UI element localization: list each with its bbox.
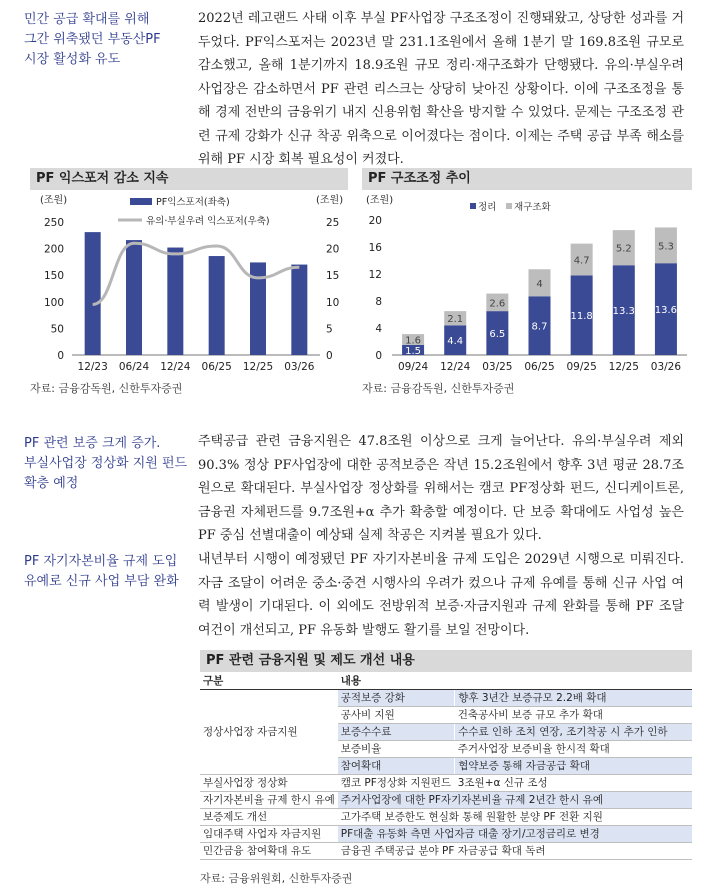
bar [167,248,183,355]
row-content: PF대출 유동화 측면 사업자금 대출 장기/고정금리로 변경 [338,825,692,842]
section3-body: 내년부터 시행이 예정됐던 PF 자기자본비율 규제 도입은 2029년 시행으로 미뤄진다. 자금 조달이 어려운 중소·중견 시행사의 우려가 컸으나 규제 유예를 통해 신규 사업 여력 발생이 기대된다. 이 외에도 전방위적 보증·자금지원과 규제 완화를 통해 PF 조달 여건이 개선되고, PF 유동화 발행도 활기를 보일 전망이다. [198,552,685,638]
bar [291,265,307,355]
data-label-정리: 4.4 [447,336,464,348]
row-category: 보증제도 개선 [200,808,338,825]
x-tick-label: 06/24 [118,361,150,373]
legend-bar-swatch [130,198,152,205]
row-desc: 수수료 인하 조치 연장, 조기착공 시 추가 인하 [455,723,692,740]
x-tick-label: 09/24 [397,361,429,373]
x-tick-label: 12/25 [608,361,639,373]
section1-body: 2022년 레고랜드 사태 이후 부실 PF사업장 구조조정이 진행돼왔고, 상당한 성과를 거두었다. PF익스포저는 2023년 말 231.1조원에서 올해 1분기 말 169.8조원 규모로 감소했고, 올해 1분기까지 18.9조원 규모 정리·재구조화가 단행됐다. 유의·부실우려 사업장은 감소하면서 PF 관련 리스크는 상당히 낮아진 상황이다. 이에 구조조정을 통해 경제 전반의 금융위기 내지 신용위험 확산을 방지할 수 있었다. 문제는 구조조정 관련 규제 강화가 신규 착공 위축으로 이어졌다는 점이다. 이제는 주택 공급 부족 해소를 위해 PF 시장 회복 필요성이 커졌다. [198,11,684,167]
section2-side-heading: PF 관련 보증 크게 증가. 부실사업장 정상화 지원 펀드 확충 예정 [24,436,188,491]
y-tick-label: 12 [368,269,382,281]
row-item: 공사비 지원 [338,706,455,723]
series-line [93,243,300,304]
y-left-tick-label: 250 [43,217,64,229]
data-label-정리: 8.7 [531,321,548,333]
table-header: PF 관련 금융지원 및 제도 개선 내용 [200,650,692,672]
col-header-content: 내용 [338,673,692,689]
y-left-tick-label: 0 [57,350,64,362]
y-tick-label: 16 [368,242,382,254]
data-label-정리: 11.8 [570,311,593,323]
row-desc: 향후 3년간 보증규모 2.2배 확대 [455,689,692,706]
x-tick-label: 09/25 [566,361,597,373]
y-right-tick-label: 5 [326,323,333,336]
y-tick-label: 0 [375,350,382,362]
y-right-tick-label: 20 [326,243,340,256]
y-right-tick-label: 0 [326,350,333,362]
y-right-tick-label: 10 [326,296,340,309]
data-label-정리: 1.5 [405,345,422,357]
group-label: 정상사업장 자금지원 [200,689,338,774]
table-header-row [200,673,692,689]
row-item: 캠코 PF정상화 지원펀드 [338,774,455,791]
row-category: 임대주택 사업자 자금지원 [200,825,338,842]
row-content: 고가주택 보증한도 현실화 통해 원활한 분양 PF 전환 지원 [338,808,692,825]
bar [209,256,225,355]
data-label-재구조화: 2.1 [447,314,464,326]
x-tick-label: 12/25 [242,361,274,373]
x-tick-label: 03/25 [482,361,513,373]
row-desc: 건축공사비 보증 규모 추가 확대 [455,706,692,723]
table-row [200,842,692,859]
y-tick-label: 8 [375,296,382,308]
x-tick-label: 12/23 [77,361,108,373]
section2-body: 주택공급 관련 금융지원은 47.8조원 이상으로 크게 늘어난다. 유의·부실우려 제외 90.3% 정상 PF사업장에 대한 공적보증은 작년 15.2조원에서 향후 3년 평균 28.7조원으로 확대된다. 부실사업장 정상화를 위해서는 캠코 PF정상화 펀드, 신디케이트론, 금융권 자체펀드를 9.7조원+α 추가 확충할 예정이다. 단 보증 확대에도 사업성 높은 PF 중심 선별대출이 예상돼 실제 착공은 지켜볼 필요가 있다. [198,434,684,543]
table-row [200,774,692,791]
row-category: 자기자본비율 규제 한시 유예 [200,791,338,808]
data-label-재구조화: 4.7 [573,255,590,267]
y-tick-label: 20 [368,215,382,227]
y-tick-label: 4 [375,323,382,335]
legend-line-label: 유의·부실우려 익스포저(우축) [146,216,270,227]
x-tick-label: 06/25 [524,361,555,373]
data-label-재구조화: 5.2 [615,243,632,255]
row-desc: 주거사업장 보증비율 한시적 확대 [455,740,692,757]
section1-side-heading: 민간 공급 확대를 위해 그간 위축됐던 부동산PF 시장 활성화 유도 [24,12,161,67]
data-label-재구조화: 5.3 [657,241,674,253]
row-item: 참여확대 [338,757,455,774]
table-source: 자료: 금융위원회, 신한투자증권 [200,872,353,885]
row-item: 보증비율 [338,740,455,757]
y-right-tick-label: 15 [326,270,340,283]
chart-right [362,190,692,380]
row-item: 보증수수료 [338,723,455,740]
data-label-정리: 13.3 [612,306,635,318]
legend-label-재구조화: 재구조화 [514,202,551,213]
table-row [200,689,692,706]
x-tick-label: 03/26 [284,361,315,373]
row-desc: 3조원+α 신규 조성 [455,774,692,791]
row-desc: 협약보증 통해 자금공급 확대 [455,757,692,774]
y-left-tick-label: 50 [50,323,64,336]
chart-right-source: 자료: 금융감독원, 신한투자증권 [362,382,515,395]
data-label-정리: 6.5 [489,329,506,341]
legend-bar-label: PF익스포저(좌축) [156,197,230,208]
y-left-tick-label: 150 [43,270,64,283]
data-label-재구조화: 4 [536,278,543,290]
row-content: 금융권 주택공급 분야 PF 자금공급 확대 독려 [338,842,692,859]
chart-left [30,190,350,380]
table-row [200,808,692,825]
data-label-정리: 13.6 [654,305,678,317]
y-axis-unit: (조원) [366,195,394,206]
x-tick-label: 12/24 [440,361,471,373]
data-label-재구조화: 1.6 [405,335,422,347]
row-item: 공적보증 강화 [338,689,455,706]
y-axis-left-unit: (조원) [40,195,68,206]
legend-swatch-재구조화 [506,203,512,209]
bar [126,240,142,355]
y-left-tick-label: 200 [43,243,64,256]
support-table [200,673,692,860]
chart-left-source: 자료: 금융감독원, 신한투자증권 [30,382,183,395]
row-category: 부실사업장 정상화 [200,774,338,791]
y-left-tick-label: 100 [43,296,64,309]
row-category: 민간금융 참여확대 유도 [200,842,338,859]
row-content: 주거사업장에 대한 PF자기자본비율 규제 2년간 한시 유예 [338,791,692,808]
bar [85,232,101,355]
data-label-재구조화: 2.6 [489,298,506,310]
x-tick-label: 03/26 [650,361,682,373]
chart-left-header: PF 익스포저 감소 지속 [30,168,348,190]
table-row [200,791,692,808]
y-axis-right-unit: (조원) [316,195,344,206]
legend-swatch-정리 [470,203,476,209]
legend-label-정리: 정리 [478,202,497,213]
x-tick-label: 12/24 [160,361,191,373]
col-header-category: 구분 [200,673,338,689]
x-tick-label: 06/25 [201,361,232,373]
chart-right-header: PF 구조조정 추이 [362,168,692,190]
section3-side-heading: PF 자기자본비율 규제 도입 유예로 신규 사업 부담 완화 [24,554,179,589]
table-row [200,825,692,842]
y-right-tick-label: 25 [326,217,340,229]
